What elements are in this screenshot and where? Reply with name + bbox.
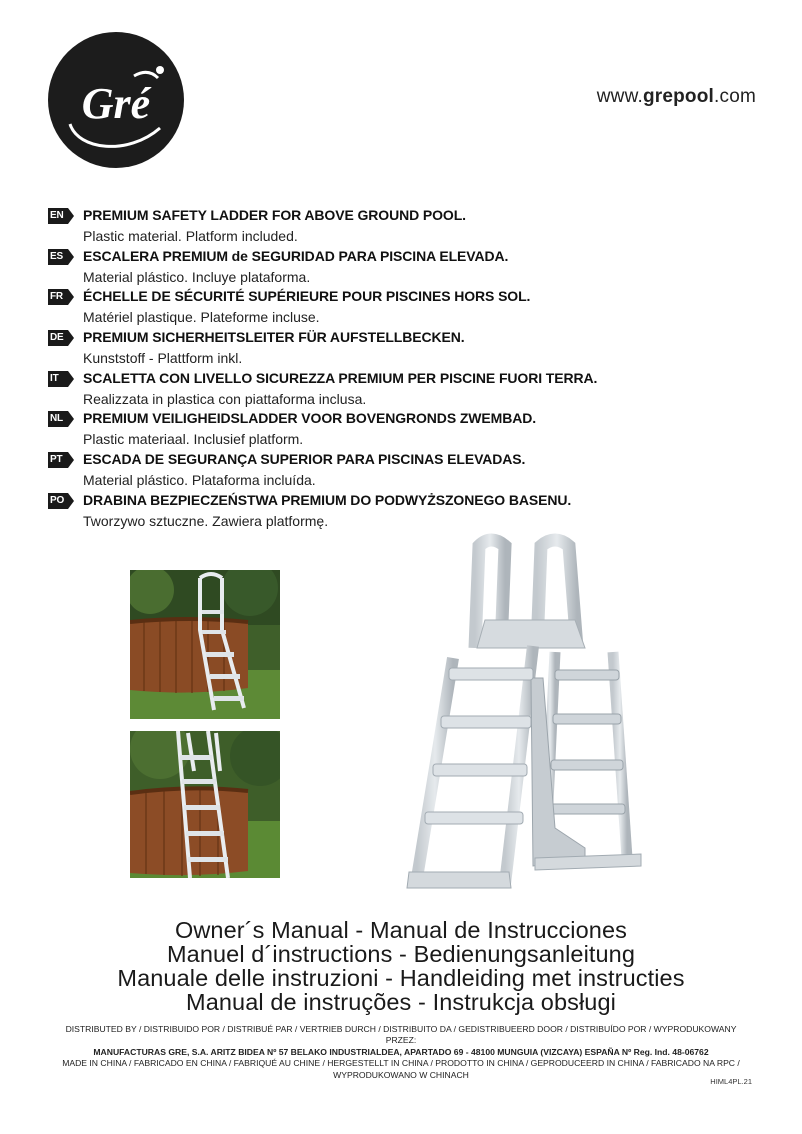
- lang-desc: Plastic materiaal. Inclusief platform.: [83, 431, 304, 448]
- manual-title-line: Manuel d´instructions - Bedienungsanleitung: [166, 941, 636, 967]
- manual-title-line: Owner´s Manual - Manual de Instrucciones: [174, 917, 627, 943]
- lang-title: ÉCHELLE DE SÉCURITÉ SUPÉRIEURE POUR PISCINES HORS SOL.: [83, 288, 531, 305]
- ladder-product-image: [405, 528, 645, 914]
- lang-desc: Matériel plastique. Plateforme incluse.: [83, 309, 320, 326]
- pool-photo-1: [130, 570, 280, 719]
- footer-made-in: MADE IN CHINA / FABRICADO EN CHINA / FABRIQUÉ AU CHINE / HERGESTELLT IN CHINA / PRODOTTO IN CHINA / GEPRODUCEERD IN CHINA / FABRICADO NA RPC /: [62, 1058, 740, 1069]
- lang-desc: Tworzywo sztuczne. Zawiera platformę.: [83, 512, 329, 529]
- lang-title: SCALETTA CON LIVELLO SICUREZZA PREMIUM PER PISCINE FUORI TERRA.: [83, 369, 598, 386]
- lang-badge: DE: [48, 330, 74, 346]
- footer-distributed: DISTRIBUTED BY / DISTRIBUIDO POR / DISTRIBUÉ PAR / VERTRIEB DURCH / DISTRIBUITO DA / GEDISTRIBUEERD DOOR / DISTRIBUÍDO POR / WYPRODUKOWANY PRZEZ:: [65, 1024, 737, 1046]
- lang-badge: ES: [48, 249, 74, 265]
- manual-title-line: Manuale delle instruzioni - Handleiding met instructies: [117, 965, 685, 991]
- lang-title: PREMIUM VEILIGHEIDSLADDER VOOR BOVENGRONDS ZWEMBAD.: [83, 410, 537, 427]
- lang-entry-pt: [48, 450, 768, 491]
- lang-desc: Material plástico. Plataforma incluída.: [83, 472, 316, 489]
- lang-desc: Realizzata in plastica con piattaforma inclusa.: [83, 390, 367, 407]
- footer-distribution: [50, 1024, 752, 1081]
- lang-desc: Kunststoff - Plattform inkl.: [83, 350, 243, 367]
- lang-entry-en: [48, 206, 768, 247]
- lang-title: DRABINA BEZPIECZEŃSTWA PREMIUM DO PODWYŻSZONEGO BASENU.: [83, 491, 572, 508]
- lang-title: PREMIUM SICHERHEITSLEITER FÜR AUFSTELLBECKEN.: [83, 329, 465, 346]
- lang-desc: Material plástico. Incluye plataforma.: [83, 268, 311, 285]
- lang-title: PREMIUM SAFETY LADDER FOR ABOVE GROUND POOL.: [83, 207, 466, 223]
- manual-titles: [0, 918, 802, 1014]
- lang-badge: NL: [48, 411, 74, 427]
- pool-photo-2: [130, 731, 280, 878]
- lang-badge: PT: [48, 452, 74, 468]
- footer-manufacturer: MANUFACTURAS GRE, S.A. ARITZ BIDEA Nº 57 BELAKO INDUSTRIALDEA, APARTADO 69 - 48100 MUNGUIA (VIZCAYA) ESPAÑA Nº Reg. Ind. 48-06762: [93, 1046, 709, 1057]
- lang-badge: FR: [48, 289, 74, 305]
- lang-entry-it: [48, 369, 768, 410]
- footer-made-in-2: WYPRODUKOWANO W CHINACH: [333, 1069, 469, 1080]
- lang-entry-fr: [48, 287, 768, 328]
- lang-title: ESCALERA PREMIUM de SEGURIDAD PARA PISCINA ELEVADA.: [83, 247, 509, 264]
- lang-badge: IT: [48, 371, 74, 387]
- lang-desc: Plastic material. Platform included.: [83, 228, 298, 244]
- document-code: HIML4PL.21: [710, 1077, 752, 1086]
- manual-title-line: Manual de instruções - Instrukcja obsługi: [186, 989, 616, 1015]
- website-url[interactable]: www.grepool.com: [596, 86, 756, 107]
- lang-title: ESCADA DE SEGURANÇA SUPERIOR PARA PISCINAS ELEVADAS.: [83, 451, 526, 468]
- brand-logo: [48, 32, 184, 182]
- language-list: [48, 206, 768, 532]
- lang-entry-nl: [48, 409, 768, 450]
- lang-entry-de: [48, 328, 768, 369]
- logo-text: Gré: [81, 79, 151, 128]
- lang-badge: PO: [48, 493, 74, 509]
- lang-entry-es: [48, 247, 768, 288]
- lang-entry-po: [48, 491, 768, 532]
- lang-badge: EN: [48, 208, 74, 224]
